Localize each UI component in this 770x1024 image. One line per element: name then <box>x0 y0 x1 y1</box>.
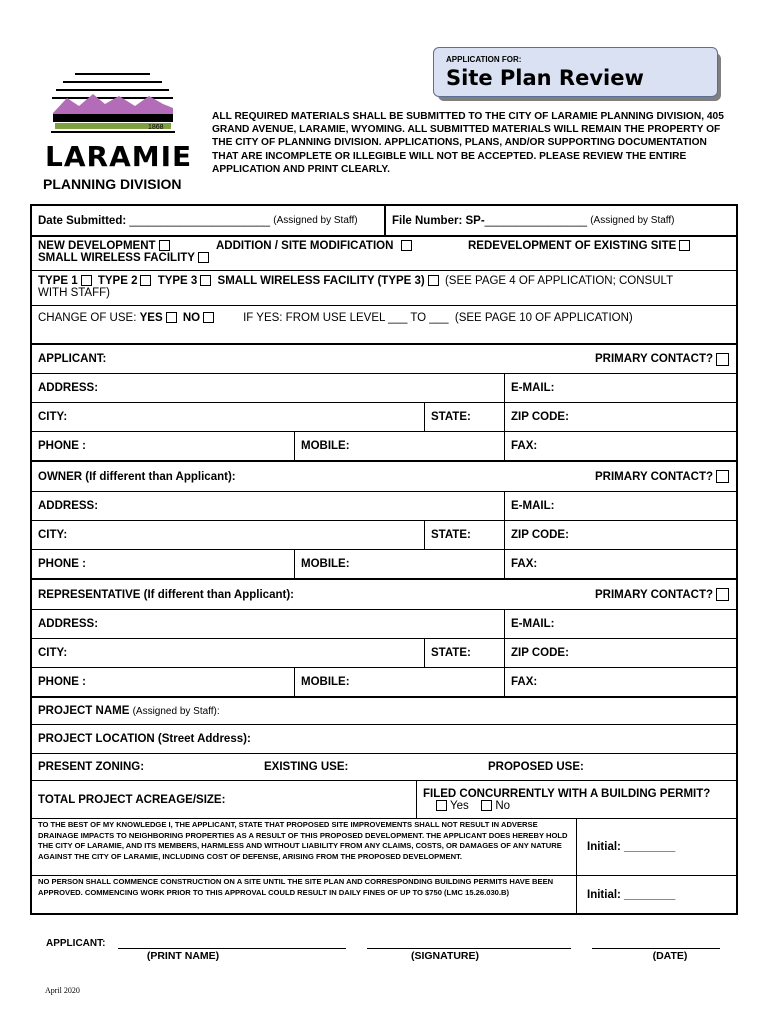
email-label: E-MAIL: <box>511 500 555 512</box>
representative-mobile-field[interactable] <box>294 668 504 696</box>
fax-label: FAX: <box>511 440 538 452</box>
signature-line[interactable] <box>367 948 571 949</box>
address-label: ADDRESS: <box>38 618 99 630</box>
representative-name-field[interactable] <box>32 580 532 609</box>
existing-use-label: EXISTING USE: <box>264 761 349 773</box>
mobile-label: MOBILE: <box>301 558 350 570</box>
owner-address-row <box>32 492 736 521</box>
types-row <box>32 271 736 306</box>
representative-header-row <box>32 580 736 610</box>
construction-row <box>32 876 736 913</box>
change-use-no-checkbox[interactable] <box>203 312 214 323</box>
initial-label: Initial: ________ <box>587 841 676 853</box>
types-note-2: WITH STAFF) <box>38 287 110 299</box>
applicant-mobile-field[interactable] <box>294 432 504 460</box>
initial-label: Initial: ________ <box>587 888 676 901</box>
building-permit-field <box>416 781 736 818</box>
representative-state-field[interactable] <box>424 639 504 667</box>
file-number-field[interactable] <box>384 206 736 235</box>
print-name-line[interactable] <box>118 948 346 949</box>
applicant-header-row <box>32 345 736 374</box>
logo-text: LARAMIE <box>45 140 193 173</box>
liability-text: TO THE BEST OF MY KNOWLEDGE I, THE APPLICANT, STATE THAT PROPOSED SITE IMPROVEMENTS SHALL NOT RESULT IN ADVERSE DRAINAGE IMPACTS TO NEIGHBORING PROPERTIES AS A RESULT OF THIS PROPOSED DEVELOPMENT. THE APPLICANT DOES HEREBY HOLD THE CITY OF LARAMIE, AND ITS MEMBERS, HARMLESS AND WITHOUT LIABILITY FROM ANY CLAIMS, COSTS, OR DAMAGES OF ANY NATURE AGAINST THE CITY OF LARAMIE, INCLUDING COST OF DEFENSE, ARISING FROM THE PROPOSED DEVELOPMENT. <box>38 820 568 861</box>
primary-contact-label: PRIMARY CONTACT? <box>595 353 713 365</box>
small-wireless-checkbox[interactable] <box>198 252 209 263</box>
acreage-row <box>32 781 736 819</box>
owner-phone-field[interactable] <box>32 550 294 578</box>
change-use-no-label: NO <box>182 312 201 324</box>
change-of-use-cell <box>32 306 736 343</box>
applicant-primary-contact <box>532 345 732 373</box>
date-row <box>32 206 736 237</box>
applicant-phone-row <box>32 432 736 462</box>
development-type-row <box>32 237 736 271</box>
types-cell <box>32 271 736 305</box>
addition-checkbox[interactable] <box>401 240 412 251</box>
project-name-label: PROJECT NAME <box>38 705 130 717</box>
development-type-cell <box>32 237 736 270</box>
representative-primary-contact <box>532 580 732 609</box>
primary-contact-label: PRIMARY CONTACT? <box>595 588 713 601</box>
owner-phone-row <box>32 550 736 580</box>
state-label: STATE: <box>431 529 471 541</box>
address-label: ADDRESS: <box>38 382 99 394</box>
owner-address-field[interactable] <box>32 492 504 520</box>
swf3-checkbox[interactable] <box>428 275 439 286</box>
redevelopment-label: REDEVELOPMENT OF EXISTING SITE <box>468 240 677 252</box>
phone-label: PHONE : <box>38 558 86 570</box>
representative-fax-field[interactable] <box>504 668 736 696</box>
type2-checkbox[interactable] <box>140 275 151 286</box>
redevelopment-checkbox[interactable] <box>679 240 690 251</box>
owner-city-row <box>32 521 736 550</box>
owner-city-field[interactable] <box>32 521 424 549</box>
permit-no-label: No <box>495 799 511 812</box>
applicant-zip-field[interactable] <box>504 403 736 431</box>
applicant-city-row <box>32 403 736 432</box>
footer-date: April 2020 <box>45 986 80 995</box>
zip-label: ZIP CODE: <box>511 529 569 541</box>
existing-use-field[interactable] <box>258 754 478 780</box>
building-permit-label: FILED CONCURRENTLY WITH A BUILDING PERMIT? <box>423 787 711 800</box>
mobile-label: MOBILE: <box>301 676 350 688</box>
owner-primary-checkbox[interactable] <box>716 470 729 483</box>
permit-no-checkbox[interactable] <box>481 800 492 811</box>
types-note-1: (SEE PAGE 4 OF APPLICATION; CONSULT <box>444 275 674 287</box>
new-development-checkbox[interactable] <box>159 240 170 251</box>
change-use-label: CHANGE OF USE: <box>38 312 137 324</box>
new-development-label: NEW DEVELOPMENT <box>38 240 156 252</box>
applicant-primary-checkbox[interactable] <box>716 353 729 366</box>
fax-label: FAX: <box>511 558 538 570</box>
primary-contact-label: PRIMARY CONTACT? <box>595 470 713 483</box>
phone-label: PHONE : <box>38 440 86 452</box>
file-note: (Assigned by Staff) <box>590 215 675 226</box>
representative-phone-field[interactable] <box>32 668 294 696</box>
type3-label: TYPE 3 <box>157 275 198 287</box>
small-wireless-label: SMALL WIRELESS FACILITY <box>38 252 195 264</box>
construction-initial-field[interactable] <box>576 876 736 913</box>
zoning-row <box>32 754 736 781</box>
intro-text: ALL REQUIRED MATERIALS SHALL BE SUBMITTED TO THE CITY OF LARAMIE PLANNING DIVISION, 405 GRAND AVENUE, LARAMIE, WYOMING. ALL SUBMITTED MATERIALS WILL REMAIN THE PROPERTY OF THE CITY OF PLANNING DIVISION. APPLICATIONS, PLANS, AND/OR SUPPORTING DOCUMENTATION THAT ARE INCOMPLETE OR ILLEGIBLE WILL NOT BE ACCEPTED. PLEASE REVIEW THE ENTIRE APPLICATION AND PRINT CLEARLY. <box>212 111 724 175</box>
type3-checkbox[interactable] <box>200 275 211 286</box>
representative-address-row <box>32 610 736 639</box>
representative-label: REPRESENTATIVE (If different than Applicant): <box>38 588 294 601</box>
applicant-address-field[interactable] <box>32 374 504 402</box>
representative-zip-field[interactable] <box>504 639 736 667</box>
representative-email-field[interactable] <box>504 610 736 638</box>
applicant-fax-field[interactable] <box>504 432 736 460</box>
owner-email-field[interactable] <box>504 492 736 520</box>
owner-state-field[interactable] <box>424 521 504 549</box>
address-label: ADDRESS: <box>38 500 99 512</box>
owner-header-row <box>32 462 736 492</box>
type2-label: TYPE 2 <box>97 275 138 287</box>
city-label: CITY: <box>38 411 68 423</box>
representative-city-row <box>32 639 736 668</box>
permit-yes-checkbox[interactable] <box>436 800 447 811</box>
email-label: E-MAIL: <box>511 382 555 394</box>
owner-name-field[interactable] <box>32 462 532 491</box>
construction-text: NO PERSON SHALL COMMENCE CONSTRUCTION ON A SITE UNTIL THE SITE PLAN AND CORRESPONDING BUILDING PERMITS HAVE BEEN APPROVED. COMMENCING WORK PRIOR TO THIS APPROVAL COULD RESULT IN DAILY FINES OF UP TO $750 (LMC 15.26.030.B) <box>38 877 554 897</box>
date-note: (Assigned by Staff) <box>273 215 358 226</box>
use-level-note: (SEE PAGE 10 OF APPLICATION) <box>454 312 633 324</box>
date-label: Date Submitted: <box>38 214 127 227</box>
signature-applicant-label: APPLICANT: <box>46 938 106 949</box>
zip-label: ZIP CODE: <box>511 411 569 423</box>
date-submitted-field[interactable] <box>32 206 386 235</box>
applicant-label: APPLICANT: <box>38 353 107 365</box>
signature-caption: (SIGNATURE) <box>410 950 480 962</box>
zoning-label: PRESENT ZONING: <box>38 761 145 773</box>
representative-address-field[interactable] <box>32 610 504 638</box>
proposed-use-field[interactable] <box>482 754 736 780</box>
applicant-email-field[interactable] <box>504 374 736 402</box>
state-label: STATE: <box>431 647 471 659</box>
acreage-label: TOTAL PROJECT ACREAGE/SIZE: <box>38 793 226 806</box>
title-pre: APPLICATION FOR: <box>446 55 522 64</box>
fax-label: FAX: <box>511 676 538 688</box>
owner-label: OWNER (If different than Applicant): <box>38 470 236 483</box>
liability-row <box>32 819 736 876</box>
type1-label: TYPE 1 <box>38 275 78 287</box>
date-caption: (DATE) <box>652 950 688 962</box>
project-name-field[interactable] <box>32 698 736 724</box>
email-label: E-MAIL: <box>511 618 555 630</box>
file-blank: ________________ <box>484 214 587 227</box>
permit-yes-label: Yes <box>450 799 469 812</box>
zip-label: ZIP CODE: <box>511 647 569 659</box>
present-zoning-field[interactable] <box>32 754 252 780</box>
owner-mobile-field[interactable] <box>294 550 504 578</box>
change-use-yes-checkbox[interactable] <box>166 312 177 323</box>
change-of-use-row <box>32 306 736 345</box>
mobile-label: MOBILE: <box>301 440 350 452</box>
city-label: CITY: <box>38 647 68 659</box>
applicant-city-field[interactable] <box>32 403 424 431</box>
project-location-field[interactable] <box>32 725 736 753</box>
file-label: File Number: SP- <box>392 214 485 227</box>
city-label: CITY: <box>38 529 68 541</box>
applicant-name-field[interactable] <box>32 345 532 373</box>
project-location-row <box>32 725 736 754</box>
owner-primary-contact <box>532 462 732 491</box>
representative-phone-row <box>32 668 736 698</box>
page-title: Site Plan Review <box>446 66 644 90</box>
liability-initial-field[interactable] <box>576 819 736 875</box>
phone-label: PHONE : <box>38 676 86 688</box>
applicant-phone-field[interactable] <box>32 432 294 460</box>
logo-year: 1868 <box>148 124 164 131</box>
state-label: STATE: <box>431 411 471 423</box>
owner-fax-field[interactable] <box>504 550 736 578</box>
swf3-label: SMALL WIRELESS FACILITY (TYPE 3) <box>217 275 425 287</box>
addition-label: ADDITION / SITE MODIFICATION <box>216 240 394 252</box>
date-line[interactable] <box>592 948 720 949</box>
print-name-caption: (PRINT NAME) <box>146 950 220 962</box>
proposed-use-label: PROPOSED USE: <box>488 761 584 773</box>
representative-city-field[interactable] <box>32 639 424 667</box>
application-form <box>30 204 738 915</box>
type1-checkbox[interactable] <box>81 275 92 286</box>
applicant-state-field[interactable] <box>424 403 504 431</box>
project-name-note: (Assigned by Staff): <box>132 705 220 717</box>
use-level-text: IF YES: FROM USE LEVEL ___ TO ___ <box>243 312 449 324</box>
applicant-address-row <box>32 374 736 403</box>
owner-zip-field[interactable] <box>504 521 736 549</box>
representative-primary-checkbox[interactable] <box>716 588 729 601</box>
project-location-label: PROJECT LOCATION (Street Address): <box>38 733 251 745</box>
division-name: PLANNING DIVISION <box>43 176 182 192</box>
date-blank: ______________________ <box>129 214 271 227</box>
change-use-yes-label: YES <box>139 312 163 324</box>
acreage-field[interactable] <box>32 781 416 818</box>
project-name-row <box>32 698 736 725</box>
